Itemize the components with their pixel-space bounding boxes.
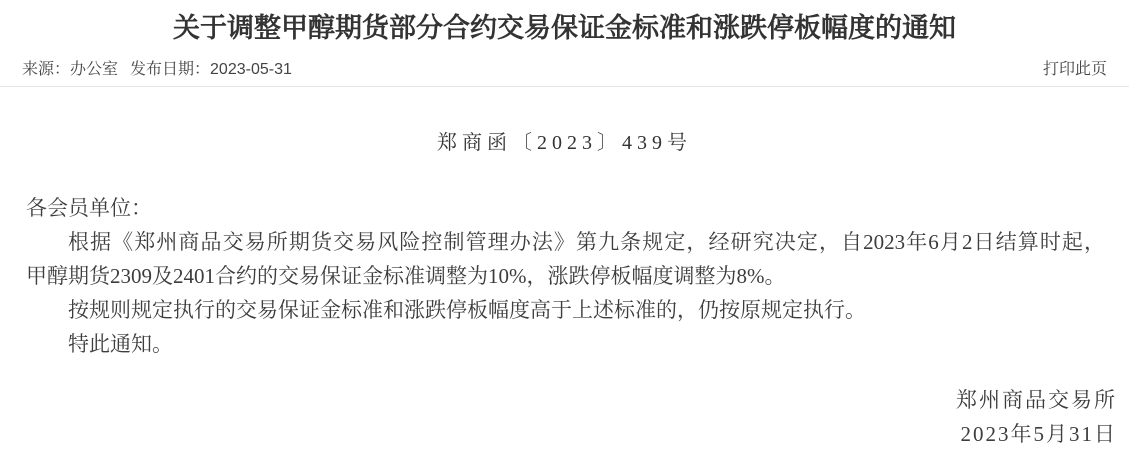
document-number: 郑商函〔2023〕439号 [437, 132, 692, 154]
source-label: 来源：办公室 [22, 61, 119, 78]
header-divider [0, 86, 1129, 87]
paragraph-1-line-2: 甲醇期货2309及2401合约的交易保证金标准调整为10%，涨跌停板幅度调整为8%。 [26, 264, 786, 288]
publish-date-label: 发布日期：2023-05-31 [130, 61, 292, 78]
paragraph-2: 按规则规定执行的交易保证金标准和涨跌停板幅度高于上述标准的，仍按原规定执行。 [68, 298, 866, 322]
meta-row [0, 60, 1129, 80]
page-title: 关于调整甲醇期货部分合约交易保证金标准和涨跌停板幅度的通知 [173, 13, 956, 43]
signature-date: 2023年5月31日 [960, 422, 1117, 446]
notice-body [0, 191, 1129, 449]
meta-info [22, 60, 292, 80]
salutation: 各会员单位： [26, 196, 152, 220]
signature-block [26, 383, 1117, 449]
signature-org: 郑州商品交易所 [956, 388, 1117, 412]
paragraph-1-line-1: 根据《郑州商品交易所期货交易风险控制管理办法》第九条规定，经研究决定，自2023年6月2日结算时起， [68, 230, 1105, 254]
paragraph-3: 特此通知。 [68, 332, 173, 356]
print-page-link[interactable]: 打印此页 [1042, 61, 1107, 78]
